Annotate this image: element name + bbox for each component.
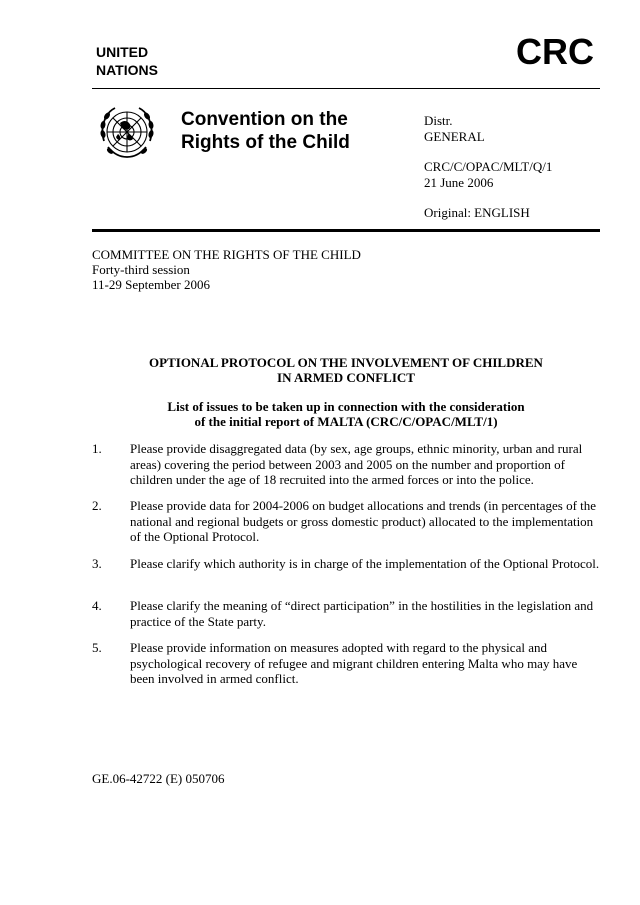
org-line-2: NATIONS: [96, 62, 158, 78]
issue-item: [92, 556, 600, 572]
list-heading-line-1: List of issues to be taken up in connection with the consideration: [167, 399, 525, 414]
original-language: Original: ENGLISH: [424, 205, 530, 220]
organization-name: [96, 43, 158, 79]
issue-item: [92, 441, 600, 488]
distr-label: Distr.: [424, 113, 453, 128]
issue-number: 4.: [92, 598, 102, 613]
issue-number: 3.: [92, 556, 102, 571]
protocol-heading-line-2: IN ARMED CONFLICT: [277, 370, 415, 385]
header-bottom-rule: [92, 229, 600, 232]
protocol-heading: [92, 355, 600, 385]
list-heading-line-2: of the initial report of MALTA (CRC/C/OPAC/MLT/1): [194, 414, 498, 429]
issue-text: Please provide disaggregated data (by sex, age groups, ethnic minority, urban and rural areas) covering the period between 2003 and 2005 on the number and proportion of children under the age of 18 recruited into the armed forces or into the police.: [130, 441, 583, 487]
title-line-1: Convention on the: [181, 109, 348, 130]
org-line-1: UNITED: [96, 44, 149, 60]
list-of-issues-heading: [92, 399, 600, 429]
issue-item: [92, 640, 600, 687]
distr-type: GENERAL: [424, 129, 485, 144]
issue-number: 2.: [92, 498, 102, 513]
series-symbol: CRC: [516, 31, 594, 72]
committee-name: COMMITTEE ON THE RIGHTS OF THE CHILD: [92, 247, 361, 262]
header-rule: [92, 88, 600, 89]
document-job-number: GE.06-42722 (E) 050706: [92, 771, 225, 786]
protocol-heading-line-1: OPTIONAL PROTOCOL ON THE INVOLVEMENT OF CHILDREN: [149, 355, 543, 370]
issue-item: [92, 598, 600, 629]
un-emblem-icon: [94, 101, 160, 167]
committee-block: [92, 247, 361, 292]
issue-text: Please clarify the meaning of “direct participation” in the hostilities in the legislation and practice of the State party.: [130, 598, 594, 629]
document-symbol: CRC/C/OPAC/MLT/Q/1: [424, 159, 553, 174]
issue-text: Please clarify which authority is in charge of the implementation of the Optional Protocol.: [130, 556, 600, 571]
document-title: [181, 108, 350, 154]
issue-text: Please provide data for 2004-2006 on budget allocations and trends (in percentages of the national and regional budgets or gross domestic product) allocated to the implementation of the Optional Protocol.: [130, 498, 597, 544]
document-date: 21 June 2006: [424, 175, 494, 190]
issue-item: [92, 498, 600, 545]
issue-text: Please provide information on measures adopted with regard to the physical and psychological recovery of refugee and migrant children entering Malta who may have been involved in armed conflict.: [130, 640, 578, 686]
distribution-block: [424, 113, 552, 221]
title-line-2: Rights of the Child: [181, 132, 350, 153]
committee-session: Forty-third session: [92, 262, 190, 277]
committee-dates: 11-29 September 2006: [92, 277, 210, 292]
issue-number: 5.: [92, 640, 102, 655]
issue-number: 1.: [92, 441, 102, 456]
